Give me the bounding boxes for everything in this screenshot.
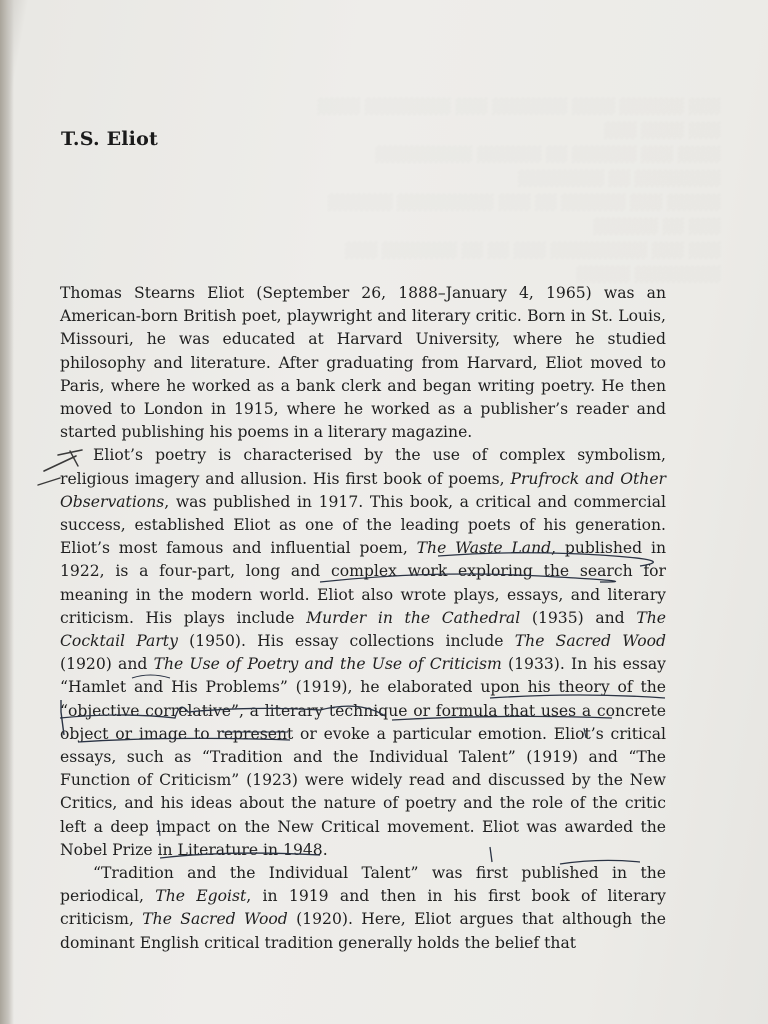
text-run: “Tradition and the Individual Talent” was first published in the periodical, <box>60 864 666 906</box>
italic-title: Murder in the Cathedral <box>306 608 521 627</box>
paragraph-1 <box>60 282 666 444</box>
text-run: (1920). Here, Eliot argues that although the dominant English critical tradition generally holds the belief that <box>60 910 666 952</box>
text-run: (1950). His essay collections include <box>177 632 515 651</box>
text-run: Thomas Stearns Eliot (September 26, 1888–January 4, 1965) was an American-born British poet, playwright and literary critic. Born in St. Louis, Missouri, he was educated at Harvard University, where he studied philosophy and literature. After graduating from Harvard, Eliot moved to Paris, where he worked as a bank clerk and began writing poetry. He then moved to London in 1915, where he worked as a publisher’s reader and started publishing his poems in a literary magazine. <box>60 284 666 442</box>
italic-title: The Sacred Wood <box>514 632 666 651</box>
italic-title: The Waste Land <box>416 539 552 558</box>
paragraph-2 <box>60 444 666 862</box>
text-run: (1933). In his essay “Hamlet and His Problems” (1919), he elaborated upon his theory of the “objective correlative”, a literary technique or formula that uses a concrete object or image to represent or evoke a particular emotion. Eliot’s critical essays, such as “Tradition and the Individual Talent” (1919) and “The Function of Criticism” (1923) were widely read and discussed by the New Critics, and his ideas about the nature of poetry and the role of the critic left a deep impact on the New Critical movement. Eliot was awarded the Nobel Prize in Literature in 1948. <box>60 655 666 859</box>
text-run: , in 1919 and then in his first book of literary criticism, <box>60 887 666 929</box>
article-body <box>60 282 666 955</box>
text-run: , published in 1922, is a four-part, long and complex work exploring the search for meaning in the modern world. Eliot also wrote plays, essays, and literary criticism. His plays include <box>60 539 666 627</box>
text-run: , was published in 1917. This book, a critical and commercial success, established Eliot as one of the leading poets of his generation. Eliot’s most famous and influential poem, <box>60 492 666 558</box>
page-title: T.S. Eliot <box>61 128 158 150</box>
text-run: Eliot’s poetry is characterised by the use of complex symbolism, religious imagery and allusion. His first book of poems, <box>60 446 666 488</box>
italic-title: Prufrock and Other Observations <box>60 469 666 511</box>
italic-title: The Use of Poetry and the Use of Criticism <box>153 655 502 674</box>
italic-title: The Sacred Wood <box>142 910 288 929</box>
italic-title: The Egoist <box>155 887 247 906</box>
bleed-through-text: ░░░ ░░░░░░ ░░░░ ░░░░░░░ ░░░ ░░░░░░░░ ░░░░ ░░░ ░░░░ ░░░ ░░░░ ░░░ ░░░░░░ ░░ ░░░░░░ ░░░░░░░░░ ░░░░░░░░ ░░ ░░░░░░░░ ░░░░░ ░░░ ░░░░░░ ░░ ░░░ ░░░░░░░░░ ░░░░░░ ░░░ ░░ ░░░░░░ ░░░ ░░░ ░░░░░░░░░ ░░░ ░░ ░░ ░░░░░░░ ░░░ ░░░░░░░░ ░░░░░ <box>316 99 720 283</box>
page-gutter-shadow <box>0 0 14 1024</box>
text-run: (1935) and <box>520 608 637 627</box>
text-run: (1920) and <box>60 655 154 674</box>
italic-title: The Cocktail Party <box>60 608 666 651</box>
paragraph-3 <box>60 862 666 955</box>
